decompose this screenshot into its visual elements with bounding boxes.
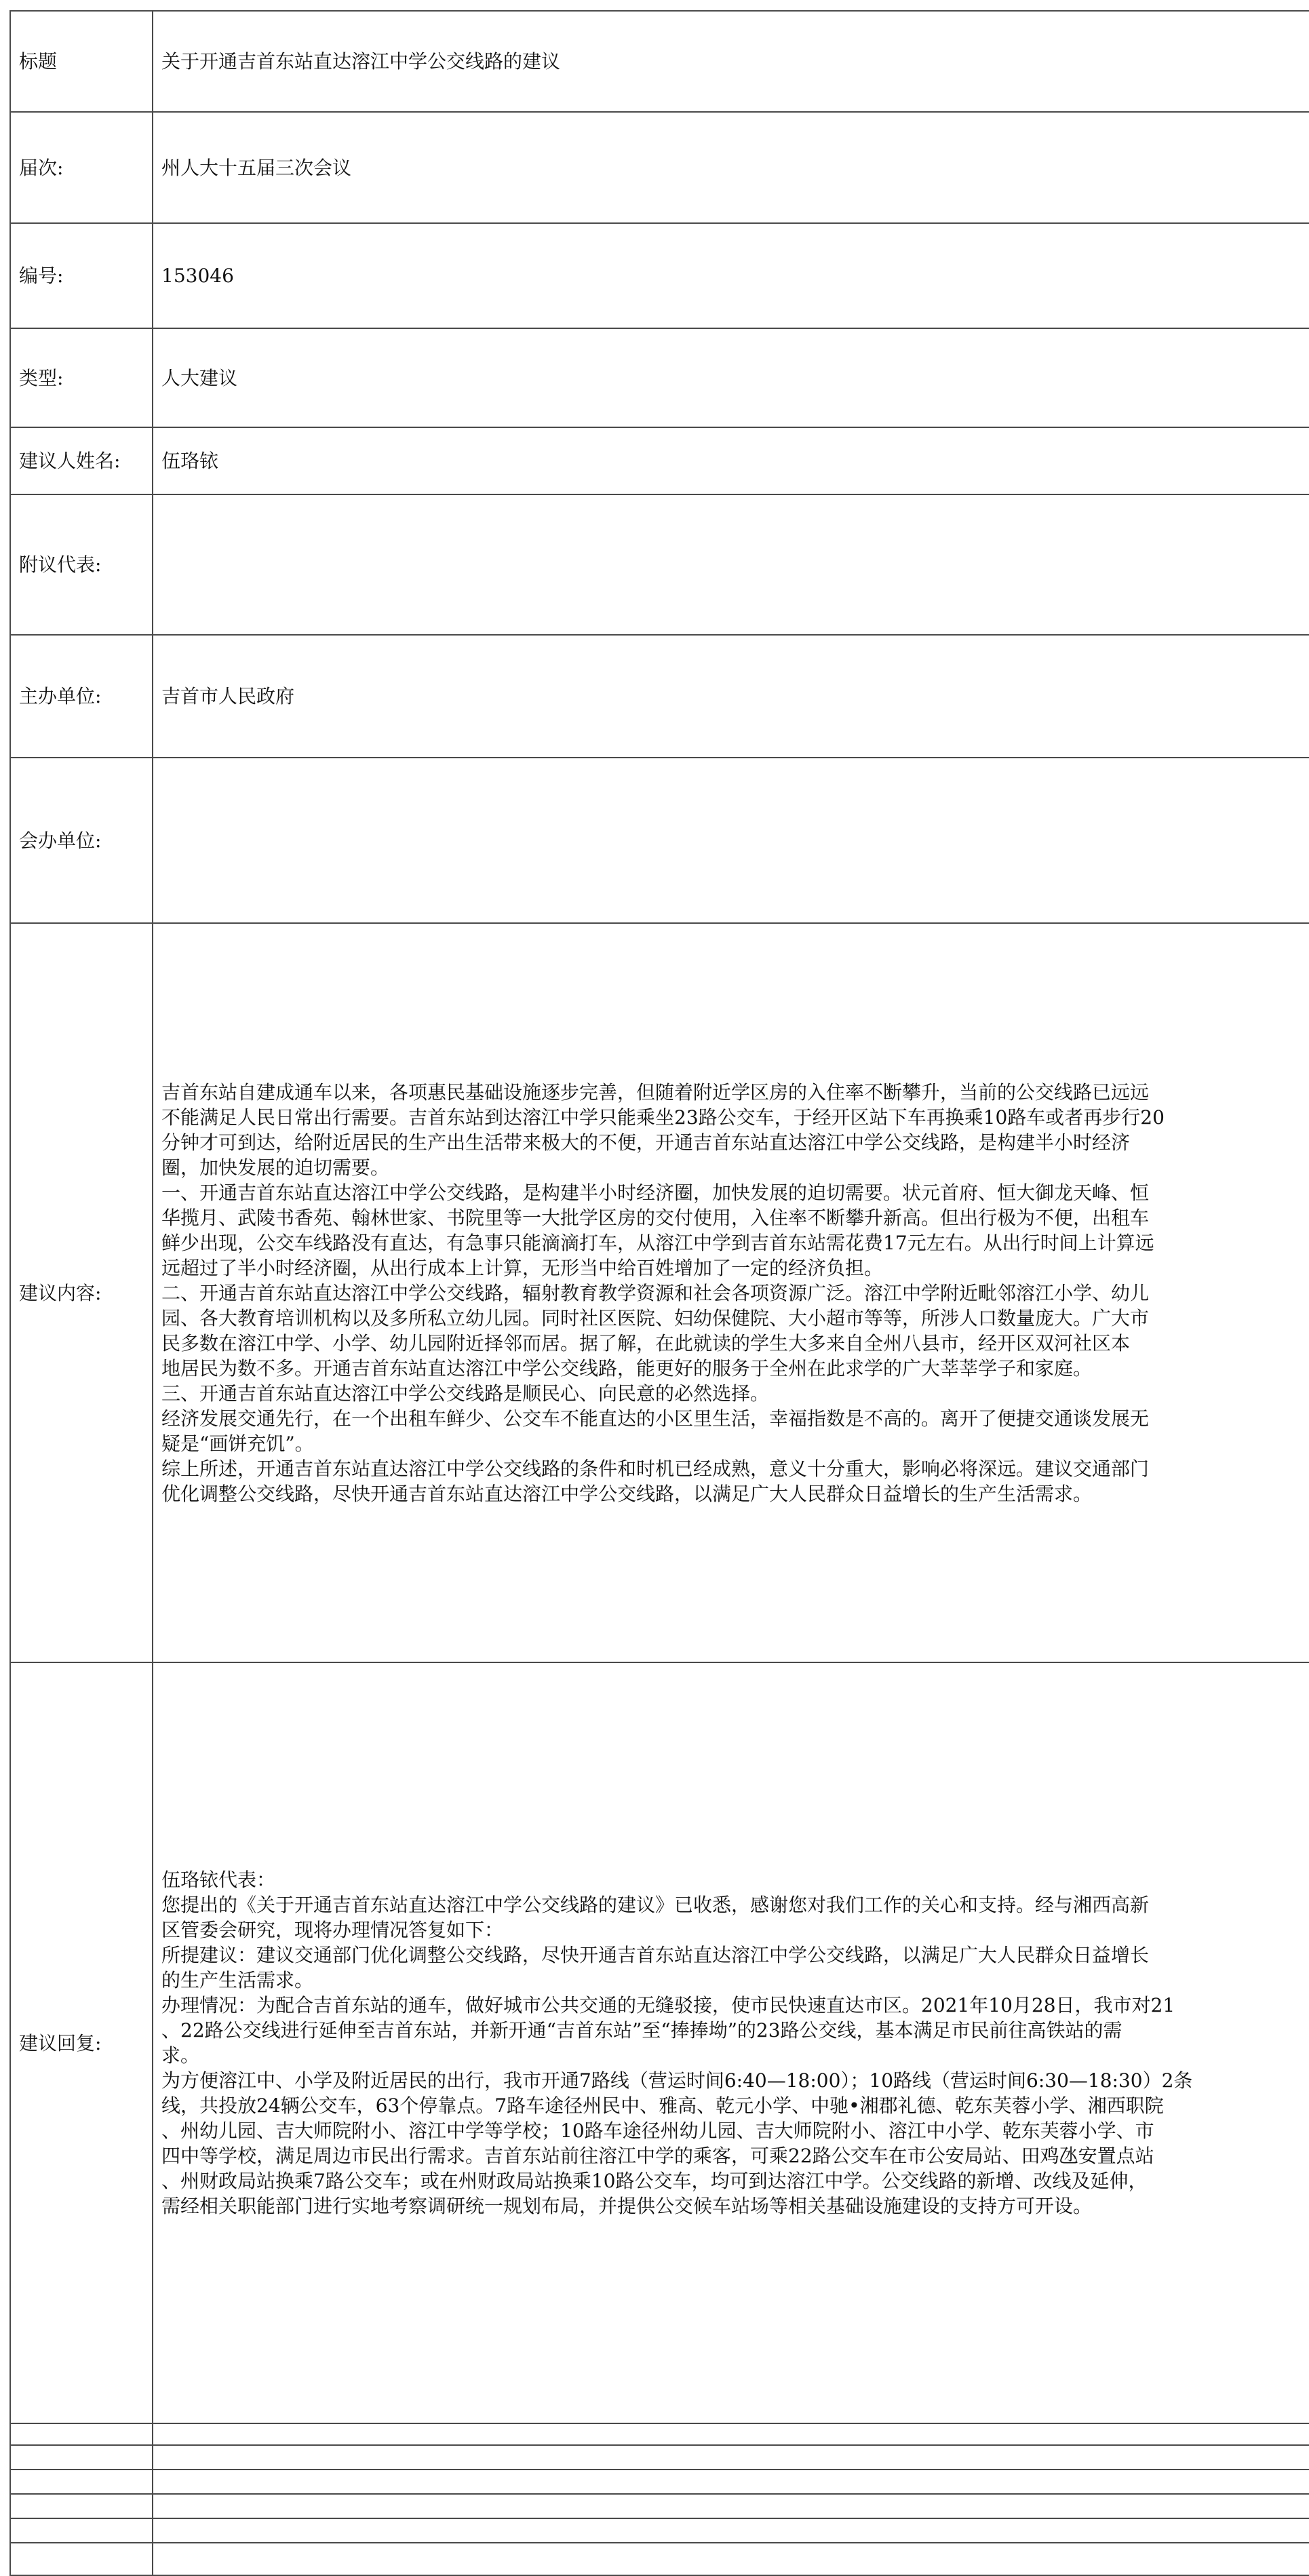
text-line: 、州财政局站换乘7路公交车；或在州财政局站换乘10路公交车，均可到达溶江中学。公交线路的新增、改线及延伸， xyxy=(161,2170,1148,2192)
text-line: 优化调整公交线路，尽快开通吉首东站直达溶江中学公交线路，以满足广大人民群众日益增长的生产生活需求。 xyxy=(161,1482,1093,1505)
text-line: 的生产生活需求。 xyxy=(161,1969,314,1991)
label-proposal-content: 建议内容: xyxy=(10,923,153,1662)
blank-cell xyxy=(153,2470,1309,2494)
blank-cell xyxy=(153,2423,1309,2445)
value-type: 人大建议 xyxy=(153,328,1309,427)
text-line: 分钟才可到达，给附近居民的生产出生活带来极大的不便，开通吉首东站直达溶江中学公交线路，是构建半小时经济 xyxy=(161,1131,1131,1154)
blank-cell xyxy=(153,2543,1309,2575)
text-line: 民多数在溶江中学、小学、幼儿园附近择邻而居。据了解，在此就读的学生大多来自全州八县市，经开区双河社区本 xyxy=(161,1331,1131,1354)
label-proposer: 建议人姓名: xyxy=(10,427,153,494)
text-line: 吉首东站自建成通车以来，各项惠民基础设施逐步完善，但随着附近学区房的入住率不断攀升，当前的公交线路已远远 xyxy=(161,1080,1150,1104)
blank-cell xyxy=(10,2543,153,2575)
row-reply xyxy=(10,1662,1309,2423)
text-line: 、州幼儿园、吉大师院附小、溶江中学等学校；10路车途径州幼儿园、吉大师院附小、溶江中小学、乾东芙蓉小学、市 xyxy=(161,2120,1154,2142)
text-line: 求。 xyxy=(161,2044,200,2067)
label-lead-unit: 主办单位: xyxy=(10,635,153,758)
reply-text-block xyxy=(161,1867,1309,2219)
text-line: 综上所述，开通吉首东站直达溶江中学公交线路的条件和时机已经成熟，意义十分重大，影响必将深远。建议交通部门 xyxy=(161,1457,1150,1480)
label-session: 届次: xyxy=(10,112,153,223)
text-line: 经济发展交通先行，在一个出租车鲜少、公交车不能直达的小区里生活，幸福指数是不高的。离开了便捷交通谈发展无 xyxy=(161,1407,1150,1430)
blank-cell xyxy=(153,2494,1309,2518)
text-line: 线，共投放24辆公交车，63个停靠点。7路车途径州民中、雅高、乾元小学、中驰•湘郡礼德、乾东芙蓉小学、湘西职院 xyxy=(161,2094,1164,2117)
text-line: 一、开通吉首东站直达溶江中学公交线路，是构建半小时经济圈，加快发展的迫切需要。状元首府、恒大御龙天峰、恒 xyxy=(161,1181,1150,1204)
row-lead-unit xyxy=(10,635,1309,758)
label-title: 标题 xyxy=(10,11,153,112)
value-co-signers xyxy=(153,494,1309,635)
text-line: 疑是“画饼充饥”。 xyxy=(161,1432,314,1455)
text-line: 办理情况：为配合吉首东站的通车，做好城市公共交通的无缝驳接，使市民快速直达市区。2021年10月28日，我市对21 xyxy=(161,1994,1175,2016)
label-type: 类型: xyxy=(10,328,153,427)
blank-row xyxy=(10,2494,1309,2518)
blank-row xyxy=(10,2470,1309,2494)
value-proposer: 伍珞铱 xyxy=(153,427,1309,494)
blank-cell xyxy=(10,2470,153,2494)
row-type xyxy=(10,328,1309,427)
row-proposal-content xyxy=(10,923,1309,1662)
value-session: 州人大十五届三次会议 xyxy=(153,112,1309,223)
label-co-signers: 附议代表: xyxy=(10,494,153,635)
blank-cell xyxy=(10,2518,153,2543)
text-line: 三、开通吉首东站直达溶江中学公交线路是顺民心、向民意的必然选择。 xyxy=(161,1382,770,1405)
text-line: 四中等学校，满足周边市民出行需求。吉首东站前往溶江中学的乘客，可乘22路公交车在市公安局站、田鸡氹安置点站 xyxy=(161,2145,1154,2167)
blank-cell xyxy=(153,2518,1309,2543)
row-assist-unit xyxy=(10,758,1309,923)
text-line: 为方便溶江中、小学及附近居民的出行，我市开通7路线（营运时间6:40—18:00）；10路线（营运时间6:30—18:30）2条 xyxy=(161,2069,1193,2092)
label-reply: 建议回复: xyxy=(10,1662,153,2423)
proposal-sheet xyxy=(9,10,1309,2576)
row-proposer xyxy=(10,427,1309,494)
row-number xyxy=(10,223,1309,328)
blank-row xyxy=(10,2445,1309,2470)
text-line: 伍珞铱代表： xyxy=(161,1869,276,1891)
blank-row xyxy=(10,2423,1309,2445)
text-line: 鲜少出现，公交车线路没有直达，有急事只能滴滴打车，从溶江中学到吉首东站需花费17元左右。从出行时间上计算远 xyxy=(161,1231,1154,1254)
text-line: 圈，加快发展的迫切需要。 xyxy=(161,1156,390,1179)
label-number: 编号: xyxy=(10,223,153,328)
text-line: 华揽月、武陵书香苑、翰林世家、书院里等一大批学区房的交付使用，入住率不断攀升新高。但出行极为不便，出租车 xyxy=(161,1206,1150,1229)
blank-cell xyxy=(10,2494,153,2518)
text-line: 园、各大教育培训机构以及多所私立幼儿园。同时社区医院、妇幼保健院、大小超市等等，所涉人口数量庞大。广大市 xyxy=(161,1306,1150,1329)
value-assist-unit xyxy=(153,758,1309,923)
text-line: 不能满足人民日常出行需要。吉首东站到达溶江中学只能乘坐23路公交车，于经开区站下车再换乘10路车或者再步行20 xyxy=(161,1106,1165,1129)
label-assist-unit: 会办单位: xyxy=(10,758,153,923)
blank-cell xyxy=(153,2445,1309,2470)
blank-cell xyxy=(10,2445,153,2470)
value-lead-unit: 吉首市人民政府 xyxy=(153,635,1309,758)
text-line: 区管委会研究，现将办理情况答复如下： xyxy=(161,1919,504,1941)
value-title: 关于开通吉首东站直达溶江中学公交线路的建议 xyxy=(153,11,1309,112)
text-line: 、22路公交线进行延伸至吉首东站，并新开通“吉首东站”至“捧捧坳”的23路公交线，基本满足市民前往高铁站的需 xyxy=(161,2019,1122,2042)
text-line: 需经相关职能部门进行实地考察调研统一规划布局，并提供公交候车站场等相关基础设施建设的支持方可开设。 xyxy=(161,2195,1093,2217)
blank-row xyxy=(10,2543,1309,2575)
blank-row xyxy=(10,2518,1309,2543)
text-line: 地居民为数不多。开通吉首东站直达溶江中学公交线路，能更好的服务于全州在此求学的广大莘莘学子和家庭。 xyxy=(161,1357,1093,1380)
row-title xyxy=(10,11,1309,112)
text-line: 二、开通吉首东站直达溶江中学公交线路，辐射教育教学资源和社会各项资源广泛。溶江中学附近毗邻溶江小学、幼儿 xyxy=(161,1281,1150,1304)
proposal-text-block xyxy=(161,1080,1309,1506)
text-line: 所提建议：建议交通部门优化调整公交线路，尽快开通吉首东站直达溶江中学公交线路，以满足广大人民群众日益增长 xyxy=(161,1944,1150,1966)
reply-content xyxy=(153,1662,1309,2423)
row-co-signers xyxy=(10,494,1309,635)
proposal-content xyxy=(153,923,1309,1662)
text-line: 远超过了半小时经济圈，从出行成本上计算，无形当中给百姓增加了一定的经济负担。 xyxy=(161,1256,884,1279)
text-line: 您提出的《关于开通吉首东站直达溶江中学公交线路的建议》已收悉，感谢您对我们工作的关心和支持。经与湘西高新 xyxy=(161,1894,1150,1916)
blank-cell xyxy=(10,2423,153,2445)
value-number: 153046 xyxy=(153,223,1309,328)
row-session xyxy=(10,112,1309,223)
